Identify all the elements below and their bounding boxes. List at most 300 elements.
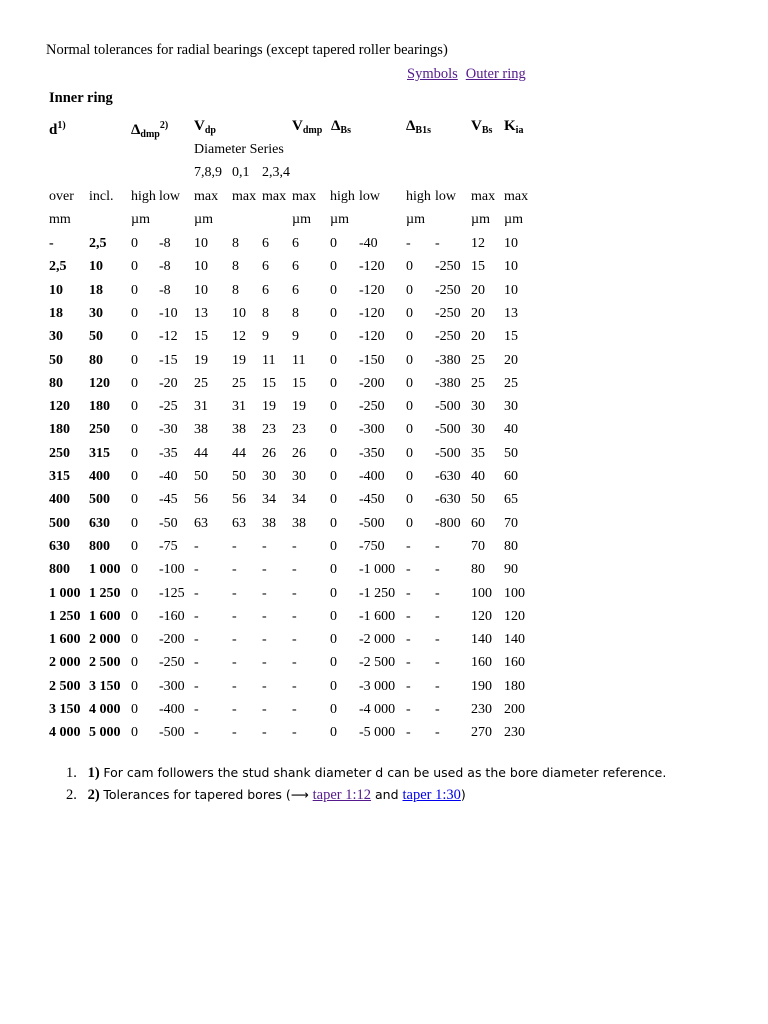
table-cell: 0 [406,469,413,484]
table-cell: 30 [471,399,485,415]
table-cell: 500 [89,492,110,508]
table-cell: 60 [504,469,518,484]
table-cell: 0 [330,329,337,345]
table-cell: - [262,562,267,578]
table-cell: - [292,655,297,671]
table-cell: 0 [131,259,138,275]
table-row [0,234,768,254]
table-cell: 12 [471,236,485,251]
table-cell: -120 [359,329,385,345]
header-vdmp: $V_{dmp}$ [292,118,323,136]
table-cell: 2,5 [49,259,67,275]
table-row [0,281,768,301]
table-cell: -250 [159,655,185,671]
table-cell: 120 [49,399,70,415]
table-cell: 10 [504,236,518,251]
table-cell: 80 [471,562,485,578]
header-vdp: $V_{dp}$ [194,118,216,136]
table-row [0,653,768,673]
table-row [0,630,768,650]
table-cell: - [194,725,199,741]
table-cell: 0 [330,632,337,648]
table-cell: 10 [504,259,518,275]
table-cell: 230 [471,702,492,717]
table-cell: - [232,562,237,578]
table-cell: 0 [131,445,138,461]
table-cell: 23 [262,422,276,438]
table-cell: - [232,608,237,624]
table-cell: - [232,585,237,601]
table-cell: 80 [504,538,518,554]
table-cell: -160 [159,608,185,624]
table-cell: 250 [49,445,70,461]
header-d: $d^{1)}$ [49,120,66,138]
table-cell: 30 [89,305,103,321]
table-cell: 400 [89,469,110,484]
table-cell: -1 600 [359,608,396,624]
table-cell: -125 [159,585,185,601]
table-cell: 25 [471,375,485,391]
table-cell: - [232,725,237,741]
table-row [0,397,768,417]
table-cell: -20 [159,375,178,391]
table-cell: 50 [89,329,103,345]
table-cell: 23 [292,422,306,438]
table-cell: - [194,632,199,648]
table-cell: -40 [359,236,378,251]
table-cell: -120 [359,282,385,298]
table-cell: - [292,725,297,741]
table-cell: 0 [406,375,413,391]
table-cell: -10 [159,305,178,321]
table-cell: 56 [194,492,208,508]
table-cell: 160 [504,655,525,671]
table-cell: -500 [435,445,461,461]
table-cell: - [262,632,267,648]
table-cell: 38 [232,422,246,438]
table-cell: 31 [232,399,246,415]
unit-cell: µm [406,212,425,227]
footnote-2: 2. 2) Tolerances for tapered bores (⟶ taper 1:12 and taper 1:30) [66,787,466,803]
table-row [0,420,768,440]
table-cell: 30 [471,422,485,438]
table-cell: 25 [504,375,518,391]
table-cell: 50 [504,445,518,461]
table-cell: 0 [131,399,138,415]
page-title: Normal tolerances for radial bearings (except tapered roller bearings) [46,42,448,58]
unit-row [0,210,768,230]
table-cell: -750 [359,538,385,554]
table-cell: 3 150 [89,678,121,694]
table-cell: 2 500 [89,655,121,671]
table-row [0,257,768,277]
table-cell: 0 [330,399,337,415]
table-cell: -630 [435,492,461,508]
table-cell: 6 [292,259,299,275]
table-row [0,374,768,394]
table-cell: -100 [159,562,185,578]
table-cell: 0 [131,422,138,438]
table-cell: - [406,655,411,671]
table-cell: -40 [159,469,178,484]
table-cell: 6 [292,236,299,251]
table-cell: 400 [49,492,70,508]
table-cell: 18 [49,305,63,321]
table-cell: 800 [89,538,110,554]
table-cell: 10 [232,305,246,321]
table-cell: - [49,236,54,251]
table-cell: 15 [262,375,276,391]
table-cell: 15 [471,259,485,275]
table-cell: -45 [159,492,178,508]
sublabel-cell: high [406,189,431,204]
table-cell: - [262,678,267,694]
table-cell: 630 [49,538,70,554]
table-cell: 0 [330,492,337,508]
table-cell: 0 [131,702,138,717]
table-cell: - [292,678,297,694]
table-cell: - [262,702,267,717]
table-cell: -380 [435,352,461,368]
table-row [0,304,768,324]
table-cell: 1 600 [89,608,121,624]
table-cell: - [194,538,199,554]
table-cell: 19 [232,352,246,368]
table-cell: -250 [435,282,461,298]
table-cell: 63 [194,515,208,531]
header-delta-dmp: $\Delta_{dmp}^{2)}$ [131,120,169,140]
table-cell: 50 [471,492,485,508]
table-cell: -120 [359,305,385,321]
table-cell: 100 [471,585,492,601]
table-cell: 25 [232,375,246,391]
table-cell: 31 [194,399,208,415]
diameter-series-row [0,140,768,160]
table-cell: -30 [159,422,178,438]
table-cell: 9 [292,329,299,345]
table-row [0,537,768,557]
table-cell: 4 000 [49,725,81,741]
table-cell: 3 150 [49,702,81,717]
series-cell: 7,8,9 [194,165,222,180]
table-cell: - [292,562,297,578]
table-cell: - [292,632,297,648]
table-cell: -250 [435,329,461,345]
table-cell: 10 [49,282,63,298]
table-cell: 0 [131,352,138,368]
table-cell: 0 [330,375,337,391]
table-row [0,444,768,464]
table-cell: 0 [131,585,138,601]
table-cell: -1 000 [359,562,396,578]
table-cell: 20 [471,329,485,345]
series-row [0,163,768,183]
unit-cell: µm [471,212,490,227]
table-cell: -200 [359,375,385,391]
table-cell: 38 [194,422,208,438]
table-cell: 0 [330,608,337,624]
table-cell: -250 [435,259,461,275]
table-cell: 0 [330,469,337,484]
table-cell: 120 [89,375,110,391]
table-cell: 0 [131,562,138,578]
table-cell: - [406,678,411,694]
table-cell: 6 [292,282,299,298]
table-cell: 90 [504,562,518,578]
table-cell: 0 [406,422,413,438]
table-cell: 15 [504,329,518,345]
table-cell: 180 [49,422,70,438]
outer-ring-link[interactable]: Outer ring [465,66,526,82]
table-row [0,490,768,510]
table-cell: 10 [194,236,208,251]
table-cell: 100 [504,585,525,601]
table-cell: 20 [504,352,518,368]
table-cell: 630 [89,515,110,531]
table-cell: -150 [359,352,385,368]
table-cell: 0 [406,515,413,531]
table-cell: 8 [262,305,269,321]
unit-cell: µm [504,212,523,227]
table-cell: 0 [330,725,337,741]
table-cell: 0 [131,538,138,554]
table-cell: - [435,725,440,741]
sublabel-cell: max [504,189,529,204]
taper-1-30-link[interactable]: taper 1:30 [402,787,461,803]
table-cell: 0 [131,608,138,624]
sublabel-cell: over [49,189,74,204]
table-row [0,327,768,347]
table-cell: 0 [330,655,337,671]
table-cell: 25 [194,375,208,391]
table-cell: 10 [194,282,208,298]
diameter-series-label: Diameter Series [194,142,284,157]
table-cell: 0 [406,492,413,508]
table-cell: 6 [262,259,269,275]
table-cell: 0 [330,515,337,531]
table-row [0,514,768,534]
table-cell: 15 [194,329,208,345]
table-cell: - [262,538,267,554]
unit-cell: µm [292,212,311,227]
table-cell: 0 [330,678,337,694]
sublabel-cell: low [435,189,456,204]
table-row [0,584,768,604]
table-cell: 6 [262,236,269,251]
table-cell: -8 [159,259,171,275]
table-cell: -500 [159,725,185,741]
unit-cell: µm [194,212,213,227]
table-cell: -380 [435,375,461,391]
table-cell: - [194,608,199,624]
sublabel-cell: max [292,189,317,204]
table-cell: 0 [406,352,413,368]
table-cell: 0 [406,305,413,321]
table-cell: 270 [471,725,492,741]
table-cell: 140 [471,632,492,648]
table-cell: - [194,585,199,601]
table-cell: -250 [359,399,385,415]
unit-cell: mm [49,212,71,227]
table-cell: 0 [131,469,138,484]
table-cell: 8 [232,236,239,251]
table-cell: - [435,678,440,694]
table-row [0,560,768,580]
unit-cell: µm [131,212,150,227]
table-cell: -500 [359,515,385,531]
table-cell: - [292,538,297,554]
table-cell: -200 [159,632,185,648]
table-cell: 19 [194,352,208,368]
table-cell: 15 [292,375,306,391]
table-cell: 0 [131,305,138,321]
table-cell: 200 [504,702,525,717]
table-cell: 30 [292,469,306,484]
table-cell: - [435,538,440,554]
header-kia: $K_{ia}$ [504,118,524,136]
table-cell: 60 [471,515,485,531]
table-cell: 50 [49,352,63,368]
table-row [0,700,768,720]
table-cell: 10 [504,282,518,298]
table-cell: -35 [159,445,178,461]
sublabel-cell: high [131,189,156,204]
table-cell: 80 [49,375,63,391]
table-cell: 0 [330,538,337,554]
table-cell: - [262,585,267,601]
sublabel-row [0,187,768,207]
table-cell: -25 [159,399,178,415]
table-cell: 0 [406,399,413,415]
table-row [0,607,768,627]
table-cell: - [406,562,411,578]
sublabel-cell: incl. [89,189,114,204]
table-cell: -2 500 [359,655,396,671]
table-cell: 8 [232,259,239,275]
table-cell: 0 [406,282,413,298]
table-cell: - [232,655,237,671]
table-cell: 230 [504,725,525,741]
table-cell: -400 [159,702,185,717]
table-cell: 1 250 [49,608,81,624]
table-cell: 63 [232,515,246,531]
table-cell: 30 [49,329,63,345]
table-cell: 0 [330,259,337,275]
table-cell: 0 [330,585,337,601]
table-cell: 1 000 [89,562,121,578]
table-cell: 40 [471,469,485,484]
header-delta-bs: $\Delta_{Bs}$ [331,118,351,136]
header-delta-b1s: $\Delta_{B1s}$ [406,118,431,136]
table-cell: 34 [292,492,306,508]
table-cell: - [435,585,440,601]
table-cell: 2 000 [49,655,81,671]
symbol-header-row [0,116,768,140]
table-cell: 315 [89,445,110,461]
table-cell: 30 [504,399,518,415]
symbols-link[interactable]: Symbols [407,66,458,82]
header-vbs: $V_{Bs}$ [471,118,493,136]
nav-links [407,66,526,83]
table-cell: 4 000 [89,702,121,717]
table-cell: 0 [330,422,337,438]
table-cell: 0 [131,515,138,531]
table-cell: 0 [131,632,138,648]
table-cell: 8 [232,282,239,298]
table-cell: 1 000 [49,585,81,601]
table-cell: 35 [471,445,485,461]
table-cell: - [262,725,267,741]
table-cell: -12 [159,329,178,345]
table-cell: - [435,562,440,578]
table-cell: 5 000 [89,725,121,741]
table-row [0,723,768,743]
table-cell: - [406,236,411,251]
table-cell: 50 [232,469,246,484]
table-cell: 0 [131,655,138,671]
table-cell: - [292,608,297,624]
table-cell: 0 [330,562,337,578]
table-cell: 1 600 [49,632,81,648]
table-cell: 44 [232,445,246,461]
sublabel-cell: max [194,189,219,204]
table-cell: - [435,632,440,648]
section-heading: Inner ring [49,90,113,106]
table-cell: 13 [194,305,208,321]
table-cell: 315 [49,469,70,484]
sublabel-cell: max [232,189,257,204]
table-cell: 20 [471,305,485,321]
table-cell: - [232,632,237,648]
table-cell: - [232,678,237,694]
table-cell: 44 [194,445,208,461]
table-cell: - [435,236,440,251]
table-cell: -500 [435,399,461,415]
table-cell: -5 000 [359,725,396,741]
table-cell: 6 [262,282,269,298]
table-cell: - [194,655,199,671]
table-cell: - [292,585,297,601]
table-cell: - [406,725,411,741]
table-cell: 0 [330,445,337,461]
series-cell: 0,1 [232,165,250,180]
table-cell: 26 [262,445,276,461]
table-cell: 0 [406,329,413,345]
table-cell: 0 [330,236,337,251]
table-cell: 19 [292,399,306,415]
table-cell: 0 [131,375,138,391]
table-cell: - [292,702,297,717]
table-cell: 10 [194,259,208,275]
table-cell: 0 [406,445,413,461]
table-cell: 190 [471,678,492,694]
table-cell: - [232,538,237,554]
table-cell: 0 [131,236,138,251]
table-cell: - [435,702,440,717]
table-cell: 18 [89,282,103,298]
table-cell: - [262,608,267,624]
sublabel-cell: low [359,189,380,204]
table-cell: 11 [292,352,306,368]
table-cell: -8 [159,282,171,298]
table-cell: - [194,562,199,578]
table-cell: 250 [89,422,110,438]
table-cell: - [406,632,411,648]
table-cell: 0 [131,492,138,508]
sublabel-cell: max [262,189,287,204]
table-cell: 0 [330,282,337,298]
taper-1-12-link[interactable]: taper 1:12 [312,787,372,803]
